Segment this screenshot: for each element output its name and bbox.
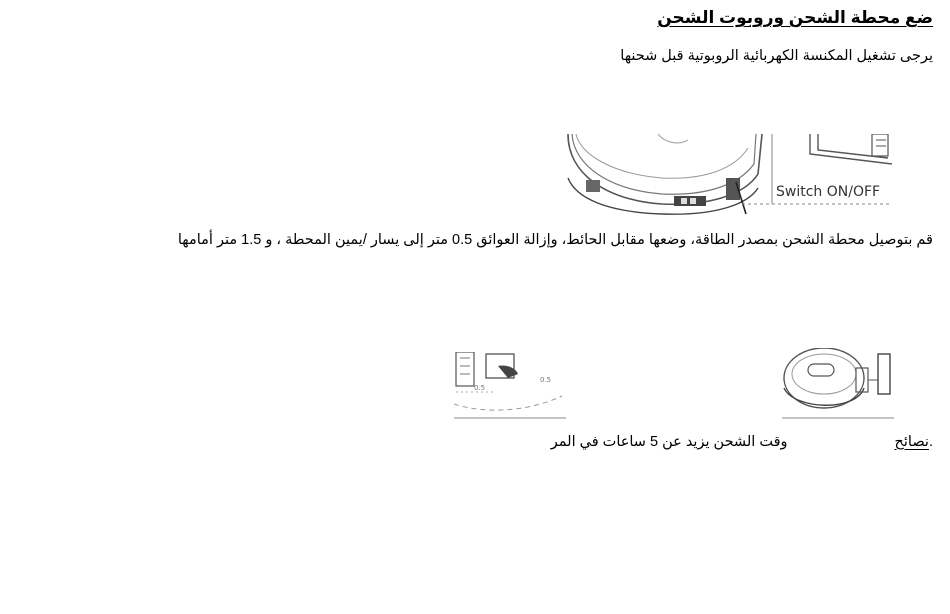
tips-paragraph xyxy=(551,434,933,450)
svg-text:0.5: 0.5 xyxy=(540,376,552,384)
tips-punct: . xyxy=(928,434,933,450)
tips-text: وقت الشحن يزيد عن 5 ساعات في المر xyxy=(550,434,788,450)
robot-docking-drawing xyxy=(782,348,894,420)
tips-label: نصائح xyxy=(894,434,929,450)
intro-paragraph: يرجى تشغيل المكنسة الكهربائية الروبوتية قبل شحنها xyxy=(620,48,933,64)
svg-text:0.5: 0.5 xyxy=(474,384,486,392)
charging-station-clearance-figure xyxy=(454,352,566,420)
robot-vacuum-switch-figure xyxy=(566,134,894,218)
switch-label: Switch ON/OFF xyxy=(776,184,881,200)
station-clearance-drawing xyxy=(454,352,566,420)
placement-paragraph: قم بتوصيل محطة الشحن بمصدر الطاقة، وضعها مقابل الحائط، وإزالة العوائق 0.5 متر إلى يسار /يمين المحطة ، و 1.5 متر أمامها xyxy=(177,232,933,248)
section-title: ضع محطة الشحن وروبوت الشحن xyxy=(657,8,933,27)
robot-docking-figure xyxy=(782,348,894,420)
robot-vacuum-drawing xyxy=(566,134,894,218)
